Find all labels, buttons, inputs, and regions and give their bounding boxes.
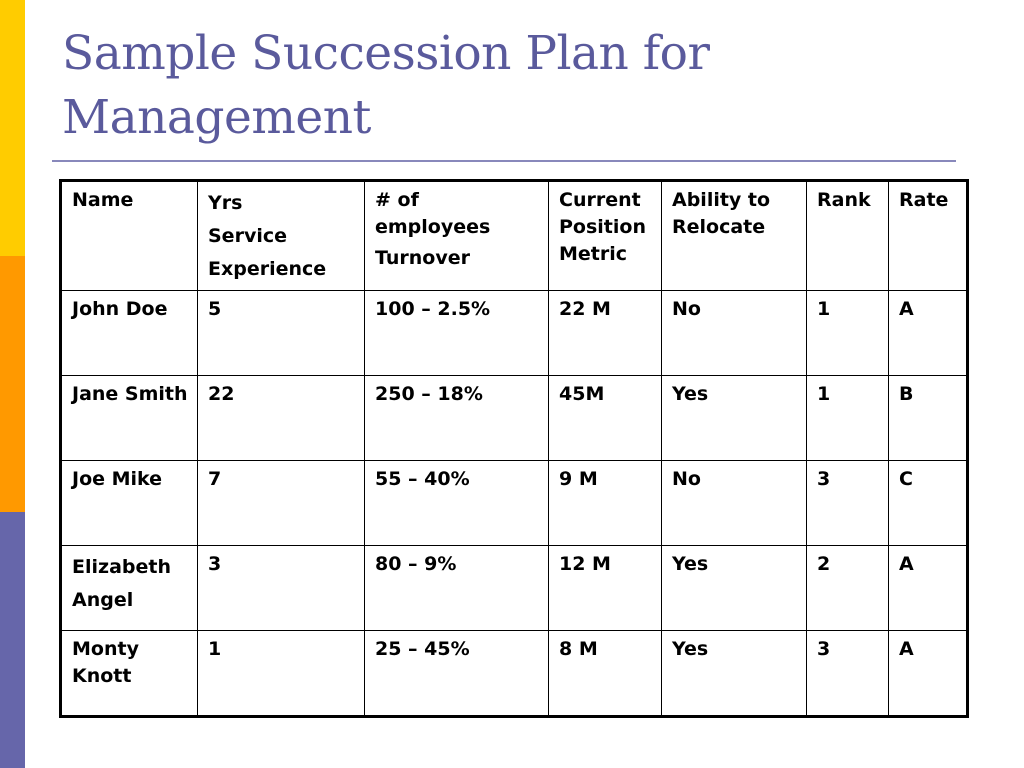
cell-rank: 3	[807, 461, 889, 546]
slide-title-line-2: Management	[62, 90, 371, 145]
cell-years: 1	[198, 631, 365, 717]
header-rate	[889, 181, 968, 291]
cell-employees-turnover: 100 – 2.5%	[365, 291, 549, 376]
header-employees-line-1: # of employees	[375, 189, 491, 238]
table-row	[61, 291, 968, 376]
cell-employees-turnover: 80 – 9%	[365, 546, 549, 631]
slide-title-line-1: Sample Succession Plan for	[62, 26, 710, 81]
header-years-line-2: Service	[208, 225, 287, 247]
cell-rank: 3	[807, 631, 889, 717]
cell-relocate: No	[662, 291, 807, 376]
cell-rank: 1	[807, 291, 889, 376]
succession-plan-table	[59, 179, 969, 718]
cell-rate: A	[889, 291, 968, 376]
header-employees-turnover	[365, 181, 549, 291]
header-rate-label: Rate	[899, 189, 949, 211]
header-relocate-label: Ability to Relocate	[672, 189, 771, 238]
header-years-service	[198, 181, 365, 291]
header-years-line-3: Experience	[208, 258, 327, 280]
slide-title	[62, 22, 962, 150]
header-rank-label: Rank	[817, 189, 871, 211]
cell-rank: 2	[807, 546, 889, 631]
cell-name-line-2: Angel	[72, 589, 134, 611]
cell-metric: 8 M	[549, 631, 662, 717]
table-header-row	[61, 181, 968, 291]
table-row	[61, 376, 968, 461]
cell-name: John Doe	[61, 291, 198, 376]
cell-metric: 45M	[549, 376, 662, 461]
header-employees-line-2: Turnover	[375, 247, 470, 269]
cell-rate: A	[889, 546, 968, 631]
table-row	[61, 461, 968, 546]
cell-rank: 1	[807, 376, 889, 461]
header-current-position-metric	[549, 181, 662, 291]
cell-relocate: Yes	[662, 631, 807, 717]
cell-relocate: Yes	[662, 546, 807, 631]
cell-metric: 12 M	[549, 546, 662, 631]
table-row	[61, 546, 968, 631]
accent-bar-orange	[0, 256, 25, 512]
cell-years: 3	[198, 546, 365, 631]
header-metric-label: Current Position Metric	[559, 189, 646, 265]
header-name	[61, 181, 198, 291]
cell-name	[61, 546, 198, 631]
cell-name-line-1: Elizabeth	[72, 556, 171, 578]
cell-relocate: No	[662, 461, 807, 546]
cell-metric: 22 M	[549, 291, 662, 376]
cell-rate: C	[889, 461, 968, 546]
header-rank	[807, 181, 889, 291]
cell-years: 5	[198, 291, 365, 376]
cell-name: Jane Smith	[61, 376, 198, 461]
cell-name: Monty Knott	[61, 631, 198, 717]
cell-years: 22	[198, 376, 365, 461]
cell-employees-turnover: 55 – 40%	[365, 461, 549, 546]
accent-bar-purple	[0, 512, 25, 768]
title-divider	[52, 160, 956, 162]
cell-name: Joe Mike	[61, 461, 198, 546]
cell-relocate: Yes	[662, 376, 807, 461]
cell-metric: 9 M	[549, 461, 662, 546]
cell-employees-turnover: 250 – 18%	[365, 376, 549, 461]
cell-rate: A	[889, 631, 968, 717]
cell-years: 7	[198, 461, 365, 546]
header-ability-to-relocate	[662, 181, 807, 291]
table-row	[61, 631, 968, 717]
accent-bar-yellow	[0, 0, 25, 256]
cell-rate: B	[889, 376, 968, 461]
cell-employees-turnover: 25 – 45%	[365, 631, 549, 717]
header-years-line-1: Yrs	[208, 192, 243, 214]
header-name-label: Name	[72, 189, 134, 211]
